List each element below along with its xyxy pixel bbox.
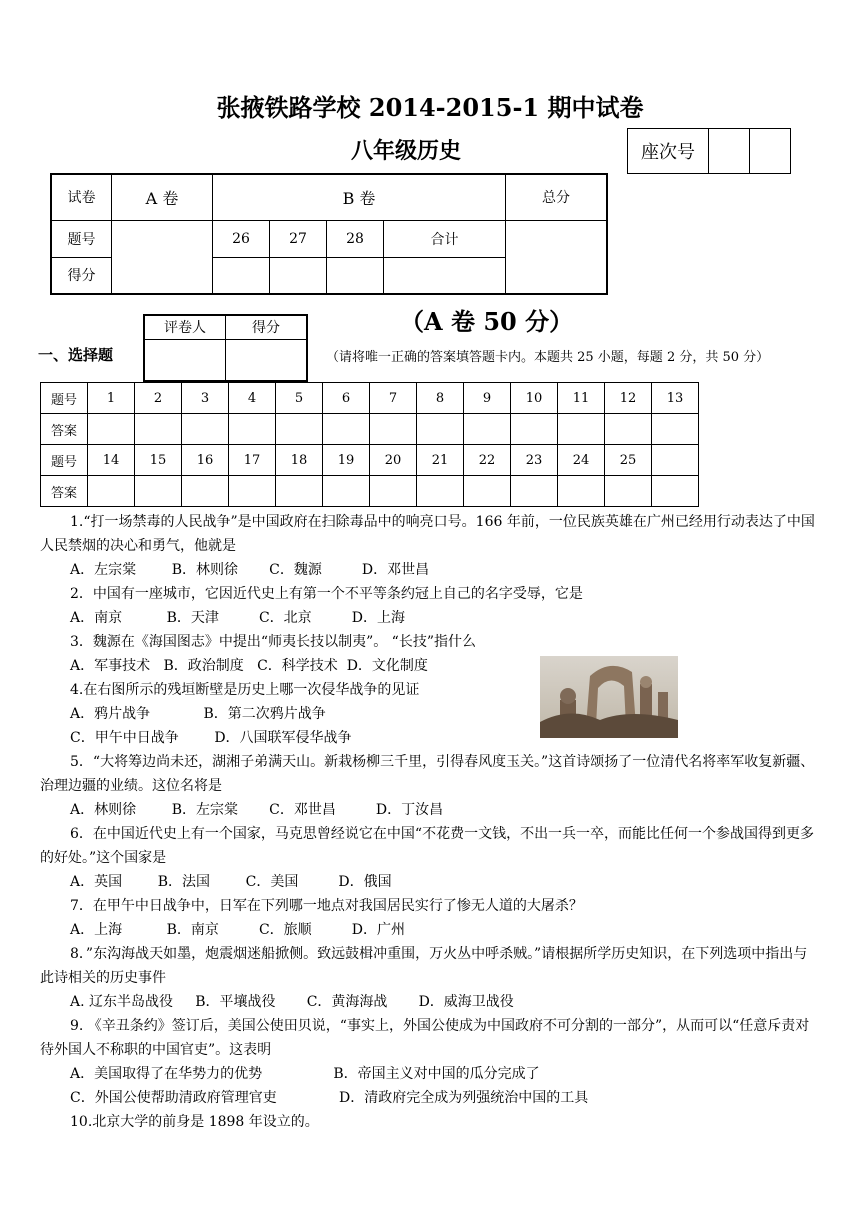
answer-q-num: 25	[605, 445, 652, 476]
question-10: 10.北京大学的前身是 1898 年设立的。	[70, 1114, 319, 1130]
question-4-options-1: A．鸦片战争 B．第二次鸦片战争	[70, 706, 326, 722]
answer-q-num: 10	[511, 383, 558, 414]
seat-number-table	[627, 128, 791, 174]
question-9-options-2: C．外国公使帮助清政府管理官吏 D．清政府完全成为列强统治中国的工具	[70, 1090, 589, 1106]
answer-q-num: 17	[229, 445, 276, 476]
grader-header: 评卷人	[144, 315, 226, 339]
seat-label: 座次号	[628, 129, 709, 174]
answer-cell[interactable]	[182, 414, 229, 445]
answer-a-label: 答案	[41, 476, 88, 507]
answer-a-label: 答案	[41, 414, 88, 445]
question-8: 8．”东沟海战天如墨，炮震烟迷船掀侧。致远鼓楫冲重围，万火丛中呼杀贼。”请根据所学历史知识，在下列选项中指出与此诗相关的历史事件	[40, 946, 808, 986]
question-4: 4.在右图所示的残垣断壁是历史上哪一次侵华战争的见证	[70, 682, 420, 698]
answer-cell[interactable]	[370, 476, 417, 507]
question-6-options: A．英国 B．法国 C．美国 D．俄国	[70, 874, 392, 890]
answer-q-num: 6	[323, 383, 370, 414]
question-6: 6．在中国近代史上有一个国家，马克思曾经说它在中国“不花费一文钱，不出一兵一卒，而能比任何一个参战国得到更多的好处。”这个国家是	[40, 826, 815, 866]
answer-cell[interactable]	[276, 476, 323, 507]
answer-q-num: 7	[370, 383, 417, 414]
answer-q-num: 16	[182, 445, 229, 476]
question-1-options: A．左宗棠 B．林则徐 C．魏源 D．邓世昌	[70, 562, 430, 578]
answer-cell[interactable]	[229, 414, 276, 445]
question-3-options: A．军事技术 B．政治制度 C．科学技术 D．文化制度	[70, 658, 428, 674]
question-9-options-1: A．美国取得了在华势力的优势 B．帝国主义对中国的瓜分完成了	[70, 1066, 540, 1082]
answer-cell[interactable]	[464, 476, 511, 507]
score-cell-28[interactable]	[327, 257, 384, 294]
question-4-options-2: C．甲午中日战争 D．八国联军侵华战争	[70, 730, 352, 746]
answer-cell[interactable]	[417, 414, 464, 445]
score-a-cell[interactable]	[112, 220, 213, 294]
question-8-options: A. 辽东半岛战役 B．平壤战役 C．黄海海战 D．威海卫战役	[70, 994, 514, 1010]
answer-cell[interactable]	[182, 476, 229, 507]
answer-q-num: 21	[417, 445, 464, 476]
answer-q-num	[652, 445, 699, 476]
score-cell-27[interactable]	[270, 257, 327, 294]
answer-q-num: 4	[229, 383, 276, 414]
answer-cell[interactable]	[511, 476, 558, 507]
answer-cell[interactable]	[558, 414, 605, 445]
answer-cell[interactable]	[323, 476, 370, 507]
score-cell-subtotal[interactable]	[384, 257, 506, 294]
answer-q-label: 题号	[41, 445, 88, 476]
seat-box-2[interactable]	[750, 129, 791, 174]
score-got-label: 得分	[51, 257, 112, 294]
answer-q-num: 11	[558, 383, 605, 414]
grader-score-header: 得分	[226, 315, 308, 339]
question-7: 7．在甲午中日战争中，日军在下列哪一地点对我国居民实行了惨无人道的大屠杀？	[70, 898, 583, 914]
answer-cell[interactable]	[652, 414, 699, 445]
answer-cell[interactable]	[276, 414, 323, 445]
score-q26: 26	[213, 220, 270, 257]
answer-q-num: 22	[464, 445, 511, 476]
grader-score-cell[interactable]	[226, 339, 308, 381]
answer-cell[interactable]	[88, 414, 135, 445]
answer-q-num: 20	[370, 445, 417, 476]
answer-cell[interactable]	[417, 476, 464, 507]
exam-title: 张掖铁路学校 2014-2015-1 期中试卷	[216, 93, 644, 122]
answer-q-num: 8	[417, 383, 464, 414]
answer-cell[interactable]	[135, 476, 182, 507]
score-head-paper: 试卷	[51, 174, 112, 220]
question-2-options: A．南京 B．天津 C．北京 D．上海	[70, 610, 405, 626]
paper-a-title: （A 卷 50 分）	[400, 307, 574, 336]
section-note: （请将唯一正确的答案填答题卡内。本题共 25 小题，每题 2 分，共 50 分）	[326, 350, 770, 365]
question-1: 1.“打一场禁毒的人民战争”是中国政府在扫除毒品中的响亮口号。166 年前，一位民族英雄在广州已经用行动表达了中国人民禁烟的决心和勇气，他就是	[40, 514, 815, 554]
question-5-options: A．林则徐 B．左宗棠 C．邓世昌 D．丁汝昌	[70, 802, 444, 818]
ruins-photo	[540, 656, 678, 738]
score-q28: 28	[327, 220, 384, 257]
score-head-a: A 卷	[112, 174, 213, 220]
answer-q-num: 1	[88, 383, 135, 414]
answer-cell[interactable]	[605, 476, 652, 507]
question-3: 3．魏源在《海国图志》中提出“师夷长技以制夷”。 “长技”指什么	[70, 634, 476, 650]
answer-q-num: 19	[323, 445, 370, 476]
answer-q-num: 18	[276, 445, 323, 476]
score-subtotal: 合计	[384, 220, 506, 257]
answer-q-num: 2	[135, 383, 182, 414]
answer-cell[interactable]	[605, 414, 652, 445]
answer-q-num: 12	[605, 383, 652, 414]
seat-box-1[interactable]	[709, 129, 750, 174]
grader-box	[143, 314, 308, 382]
question-9: 9. 《辛丑条约》签订后，美国公使田贝说，“事实上，外国公使成为中国政府不可分割的一部分”，从而可以“任意斥责对待外国人不称职的中国官吏”。这表明	[40, 1018, 810, 1058]
answer-cell[interactable]	[464, 414, 511, 445]
question-5: 5．“大将筹边尚未还，湖湘子弟满天山。新栽杨柳三千里，引得春风度玉关。”这首诗颂扬了一位清代名将率军收复新疆、治理边疆的业绩。这位名将是	[40, 754, 815, 794]
question-7-options: A．上海 B．南京 C．旅顺 D．广州	[70, 922, 405, 938]
score-cell-26[interactable]	[213, 257, 270, 294]
answer-q-num: 13	[652, 383, 699, 414]
score-head-total: 总分	[506, 174, 608, 220]
answer-cell[interactable]	[511, 414, 558, 445]
answer-q-num: 15	[135, 445, 182, 476]
question-2: 2．中国有一座城市，它因近代史上有第一个不平等条约冠上自己的名字受辱，它是	[70, 586, 583, 602]
section-label: 一、选择题	[38, 346, 114, 364]
answer-sheet	[40, 382, 699, 507]
score-head-b: B 卷	[213, 174, 506, 220]
score-table	[50, 173, 608, 295]
answer-cell[interactable]	[323, 414, 370, 445]
answer-q-num: 23	[511, 445, 558, 476]
exam-subtitle: 八年级历史	[350, 139, 461, 164]
answer-cell[interactable]	[135, 414, 182, 445]
answer-q-num: 5	[276, 383, 323, 414]
answer-q-num: 9	[464, 383, 511, 414]
answer-cell[interactable]	[88, 476, 135, 507]
answer-cell[interactable]	[229, 476, 276, 507]
answer-cell[interactable]	[558, 476, 605, 507]
score-q27: 27	[270, 220, 327, 257]
grader-cell[interactable]	[144, 339, 226, 381]
answer-cell[interactable]	[652, 476, 699, 507]
score-total-cell[interactable]	[506, 220, 608, 294]
answer-q-label: 题号	[41, 383, 88, 414]
answer-q-num: 14	[88, 445, 135, 476]
answer-cell[interactable]	[370, 414, 417, 445]
answer-q-num: 3	[182, 383, 229, 414]
answer-q-num: 24	[558, 445, 605, 476]
score-row-label: 题号	[51, 220, 112, 257]
